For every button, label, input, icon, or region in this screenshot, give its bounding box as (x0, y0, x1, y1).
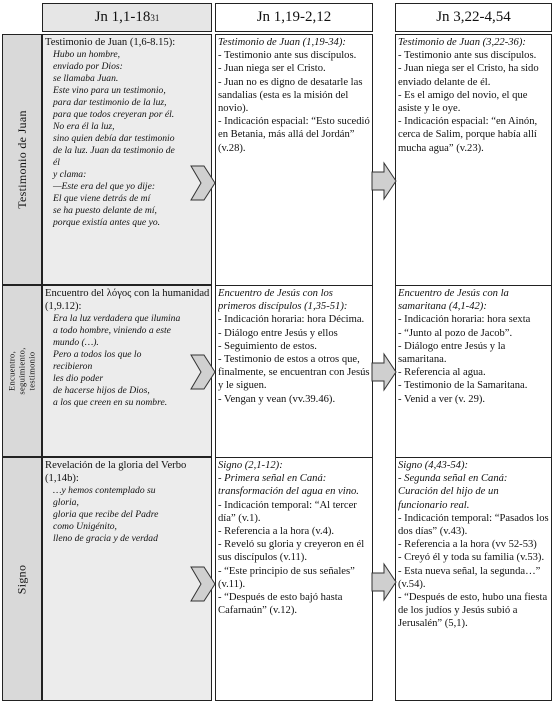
row1-col1-cell (45, 36, 211, 284)
col2-divider-1 (215, 285, 373, 286)
list-item: - Seguimiento de estos. (218, 340, 317, 352)
row3-col1-quote (45, 485, 211, 545)
quote-line: gloria, (53, 497, 79, 509)
row-label-encuentro-text: Encuentro, seguimiento, testimonio (7, 347, 37, 395)
row1-col2-cell (218, 36, 370, 284)
list-item: - Referencia a la hora (v.4). (218, 526, 335, 538)
row3-col2-subtitle: - Primera señal en Caná: transformación del agua en vino. (218, 473, 359, 498)
list-item: - Diálogo entre Jesús y la samaritana. (398, 340, 506, 366)
row-label-testimonio (2, 34, 42, 285)
list-item: - Testimonio de la Samaritana. (398, 380, 528, 392)
block-arrow-row1 (371, 161, 397, 201)
list-item: - Referencia a la hora (vv 52-53) (398, 539, 537, 551)
col3-divider-2 (395, 457, 552, 458)
chevron-arrow-row3 (190, 566, 216, 602)
list-item: - Creyó él y toda su familia (v.53). (398, 552, 545, 564)
list-item: - Juan niega ser el Cristo, ha sido enviado delante de él. (398, 63, 539, 88)
quote-line: para dar testimonio de la luz, (53, 97, 167, 109)
quote-line: como Unigénito, (53, 521, 117, 533)
quote-line: a todo hombre, viniendo a este (53, 325, 171, 337)
header-col3-label: Jn 3,22-4,54 (436, 9, 511, 25)
list-item: - Indicación horaria: hora sexta (398, 314, 531, 326)
list-item: - Indicación horaria: hora Décima. (218, 314, 365, 326)
chevron-arrow-row2 (190, 354, 216, 390)
row2-col2-title: Encuentro de Jesús con los primeros discípulos (1,35-51): (218, 288, 348, 313)
chevron-arrow-row1 (190, 165, 216, 201)
list-item: - “Junto al pozo de Jacob”. (398, 327, 513, 339)
row1-col3-title: Testimonio de Juan (3,22-36): (398, 37, 526, 48)
list-item: - Vengan y vean (vv.39.46). (218, 393, 336, 405)
block-arrow-row3 (371, 562, 397, 602)
row-label-encuentro (2, 285, 42, 457)
row3-col3-title: Signo (4,43-54): (398, 460, 469, 471)
list-item: - Juan no es digno de desatarle las sandalias (esta es la misión del novio). (218, 76, 363, 115)
row-label-signo-text: Signo (14, 564, 29, 594)
quote-line: Era la luz verdadera que ilumina (53, 313, 181, 325)
quote-line: recibieron (53, 361, 93, 373)
list-item: - Referencia al agua. (398, 367, 486, 379)
list-item: - Venid a ver (v. 29). (398, 393, 486, 405)
list-item: - Juan niega ser el Cristo. (218, 63, 326, 75)
quote-line: lleno de gracia y de verdad (53, 533, 158, 545)
list-item: - Indicación espacial: “en Ainón, cerca de Salim, porque había allí mucha agua” (v.23). (398, 116, 538, 154)
row2-col1-cell (45, 287, 211, 456)
block-arrow-row2 (371, 352, 397, 392)
row3-col1-title: Revelación de la gloria del Verbo (1,14b): (45, 460, 187, 485)
list-item: - “Después de esto bajó hasta Cafarnaún” (v.12). (218, 592, 343, 617)
header-col1-label: Jn 1,1-18 (94, 9, 151, 25)
header-col1 (42, 3, 212, 32)
header-col2 (215, 3, 373, 32)
row1-col1-title: Testimonio de Juan (1,6-8.15): (45, 37, 176, 48)
quote-line: les dio poder (53, 373, 104, 385)
row2-col3-list (398, 313, 550, 405)
list-item: - Indicación espacial: “Esto sucedió en Betania, más allá del Jordán” (v.28). (218, 116, 370, 154)
quote-line: El que viene detrás de mí (53, 193, 151, 205)
quote-line: Hubo un hombre, (53, 49, 121, 61)
header-col1-footnote: 31 (150, 12, 160, 23)
row3-col2-cell (218, 459, 370, 699)
list-item: - Testimonio ante sus discípulos. (398, 50, 537, 62)
list-item: - Indicación temporal: “Pasados los dos días” (v.43). (398, 512, 549, 538)
row1-col3-list (398, 49, 550, 155)
header-col3 (395, 3, 552, 32)
list-item: - Reveló su gloria y creyeron en él sus discípulos (v.11). (218, 539, 365, 564)
row2-col1-title: Encuentro del λόγος con la humanidad (1,9.12): (45, 288, 210, 313)
row-label-testimonio-text: Testimonio de Juan (14, 110, 29, 209)
quote-line: …y hemos contemplado su (53, 485, 156, 497)
quote-line: a los que creen en su nombre. (53, 397, 168, 409)
quote-line: se ha puesto delante de mí, (53, 205, 157, 217)
row2-col3-cell (398, 287, 550, 456)
quote-line: No era él la luz, (53, 121, 115, 133)
list-item: - Indicación temporal: “Al tercer día” (v.1). (218, 499, 357, 524)
row3-col1-cell (45, 459, 211, 699)
list-item: - Testimonio de estos a otros que, finalmente, se encuentran con Jesús y le siguen. (218, 354, 370, 392)
row3-col3-cell (398, 459, 550, 699)
col3-divider-1 (395, 285, 552, 286)
row1-col3-cell (398, 36, 550, 284)
list-item: - “Este principio de sus señales” (v.11). (218, 565, 355, 590)
row3-col3-subtitle: - Segunda señal en Caná: Curación del hijo de un funcionario real. (398, 473, 508, 511)
list-item: - “Después de esto, hubo una fiesta de los judíos y Jesús subió a Jerusalén” (5,1). (398, 592, 548, 630)
row2-col2-list (218, 313, 370, 405)
quote-line: sino quien debía dar testimonio (53, 133, 175, 145)
quote-line: Pero a todos los que lo (53, 349, 142, 361)
row1-col2-list (218, 49, 370, 155)
quote-line: para que todos creyeran por él. (53, 109, 175, 121)
list-item: - Esta nueva señal, la segunda…” (v.54). (398, 565, 541, 590)
row3-col2-title: Signo (2,1-12): (218, 460, 283, 471)
list-item: - Diálogo entre Jesús y ellos (218, 327, 338, 339)
quote-line: de la luz. Juan da testimonio de (53, 145, 175, 157)
row2-col1-quote (45, 313, 211, 409)
header-col2-label: Jn 1,19-2,12 (256, 9, 332, 25)
row1-col1-quote (45, 49, 211, 229)
quote-line: él (53, 157, 60, 169)
quote-line: Este vino para un testimonio, (53, 85, 166, 97)
list-item: - Es el amigo del novio, el que asiste y le oye. (398, 89, 528, 115)
col2-divider-2 (215, 457, 373, 458)
quote-line: gloria que recibe del Padre (53, 509, 159, 521)
row3-col2-list (218, 499, 370, 618)
list-item: - Testimonio ante sus discípulos. (218, 50, 357, 62)
row3-col3-list (398, 512, 550, 631)
row2-col2-cell (218, 287, 370, 456)
row2-col3-title: Encuentro de Jesús con la samaritana (4,1-42): (398, 288, 509, 313)
quote-line: y clama: (53, 169, 87, 181)
row1-col2-title: Testimonio de Juan (1,19-34): (218, 37, 346, 48)
quote-line: porque existía antes que yo. (53, 217, 161, 229)
row-label-signo (2, 457, 42, 701)
quote-line: —Este era del que yo dije: (53, 181, 156, 193)
quote-line: mundo (…). (53, 337, 99, 349)
quote-line: enviado por Dios: (53, 61, 123, 73)
quote-line: se llamaba Juan. (53, 73, 119, 85)
quote-line: de hacerse hijos de Dios, (53, 385, 150, 397)
